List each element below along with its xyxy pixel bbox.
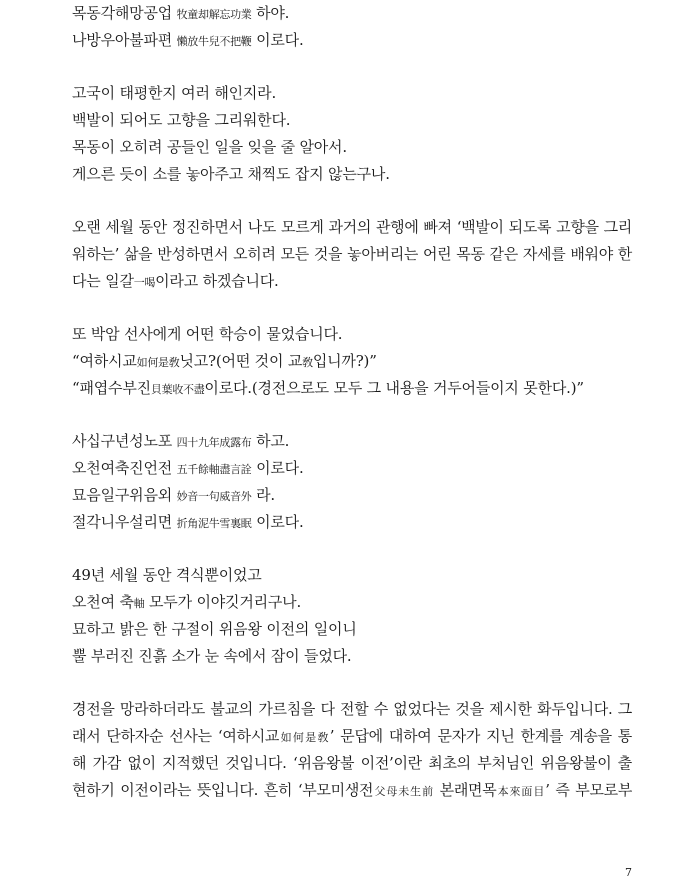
document-page [72, 0, 632, 804]
hanja-text: 牧童却解忘功業 [176, 8, 252, 21]
translation-line: 목동이 오히려 공들인 일을 잊을 줄 알아서. [72, 138, 347, 156]
verse-text: 사십구년성노포 [72, 432, 177, 450]
paragraph-text: ’ 즉 부모로부 [545, 781, 633, 799]
verse-tail: 이로다. [251, 513, 304, 531]
paragraph-line: 해 가감 없이 지적했던 것입니다. ‘위음왕불 이전’이란 최초의 부처님인 위음왕불이 출 [72, 754, 632, 772]
translation-line: 고국이 태평한지 여러 해인지라. [72, 84, 277, 102]
hanja-text: 如何是敎 [136, 356, 180, 369]
verse-tail: 이로다. [251, 31, 304, 49]
paragraph-text: “패엽수부진 [72, 379, 151, 397]
paragraph-line: 경전을 망라하더라도 불교의 가르침을 다 전할 수 없었다는 것을 제시한 화두입니다. 그 [72, 700, 632, 718]
translation-text: 오천여 축 [72, 593, 134, 611]
verse-tail: 하고. [251, 432, 290, 450]
paragraph-line: 또 박암 선사에게 어떤 학승이 물었습니다. [72, 325, 343, 343]
paragraph-text: 다는 일갈 [72, 272, 134, 290]
translation-line [72, 589, 632, 616]
paragraph-text: 현하기 이전이라는 뜻입니다. 흔히 ‘부모미생전 [72, 781, 374, 799]
paragraph-text: 이로다.(경전으로도 모두 그 내용을 거두어들이지 못한다.)” [204, 379, 584, 397]
translation-line: 49년 세월 동안 격식뿐이었고 [72, 566, 262, 584]
verse-line [72, 482, 632, 509]
verse-tail: 하야. [251, 4, 290, 22]
hanja-text: 一喝 [133, 276, 156, 289]
verse-text: 목동각해망공업 [72, 4, 177, 22]
translation-text: 모두가 이야깃거리구나. [144, 593, 302, 611]
paragraph-text: ’ 문답에 대하여 문자가 지닌 한계를 계송을 통 [329, 727, 632, 745]
translation-line: 묘하고 밝은 한 구절이 위음왕 이전의 일이니 [72, 620, 357, 638]
paragraph-text: 래서 단하자순 선사는 ‘여하시교 [72, 727, 280, 745]
verse-line [72, 509, 632, 536]
verse-text: 나방우아불파편 [72, 31, 177, 49]
hanja-text: 五千餘軸盡言詮 [176, 463, 252, 476]
hanja-text: 軸 [133, 597, 145, 610]
paragraph-line [72, 268, 632, 295]
paragraph-line: 워하는’ 삶을 반성하면서 오히려 모든 것을 놓아버리는 어린 목동 같은 자세를 배워야 한 [72, 245, 632, 263]
verse-tail: 라. [251, 486, 275, 504]
verse-line [72, 27, 632, 54]
paragraph-text: “여하시교 [72, 352, 137, 370]
paragraph-text: 입니까?)” [312, 352, 377, 370]
hanja-text: 敎 [302, 356, 313, 369]
translation-line: 백발이 되어도 고향을 그리워한다. [72, 111, 291, 129]
hanja-text: 四十九年成露布 [176, 436, 252, 449]
paragraph-line [72, 723, 632, 750]
paragraph-line: 오랜 세월 동안 정진하면서 나도 모르게 과거의 관행에 빠져 ‘백발이 되도록 고향을 그리 [72, 218, 632, 236]
hanja-text: 妙音一句威音外 [176, 490, 252, 503]
hanja-text: 如何是敎 [279, 731, 330, 744]
verse-tail: 이로다. [251, 459, 304, 477]
verse-text: 오천여축진언전 [72, 459, 177, 477]
hanja-text: 懶放牛兒不把鞭 [176, 35, 252, 48]
paragraph-text: 본래면목 [433, 781, 497, 799]
translation-line: 뿔 부러진 진흙 소가 눈 속에서 잠이 들었다. [72, 647, 352, 665]
answer-line [72, 375, 632, 402]
verse-line [72, 428, 632, 455]
verse-line [72, 0, 632, 27]
verse-text: 묘음일구위음외 [72, 486, 177, 504]
verse-line [72, 455, 632, 482]
hanja-text: 本來面目 [496, 785, 546, 798]
paragraph-text: 닛고?(어떤 것이 교 [179, 352, 303, 370]
hanja-text: 折角泥牛雪裏眠 [176, 517, 252, 530]
hanja-text: 貝葉收不盡 [150, 383, 205, 396]
translation-line: 게으른 듯이 소를 놓아주고 채찍도 잡지 않는구나. [72, 165, 390, 183]
verse-text: 절각니우설리면 [72, 513, 177, 531]
page-number: 7 [625, 866, 632, 879]
hanja-text: 父母未生前 [373, 785, 434, 798]
question-line [72, 348, 632, 375]
paragraph-text: 이라고 하겠습니다. [155, 272, 279, 290]
paragraph-line [72, 777, 632, 804]
